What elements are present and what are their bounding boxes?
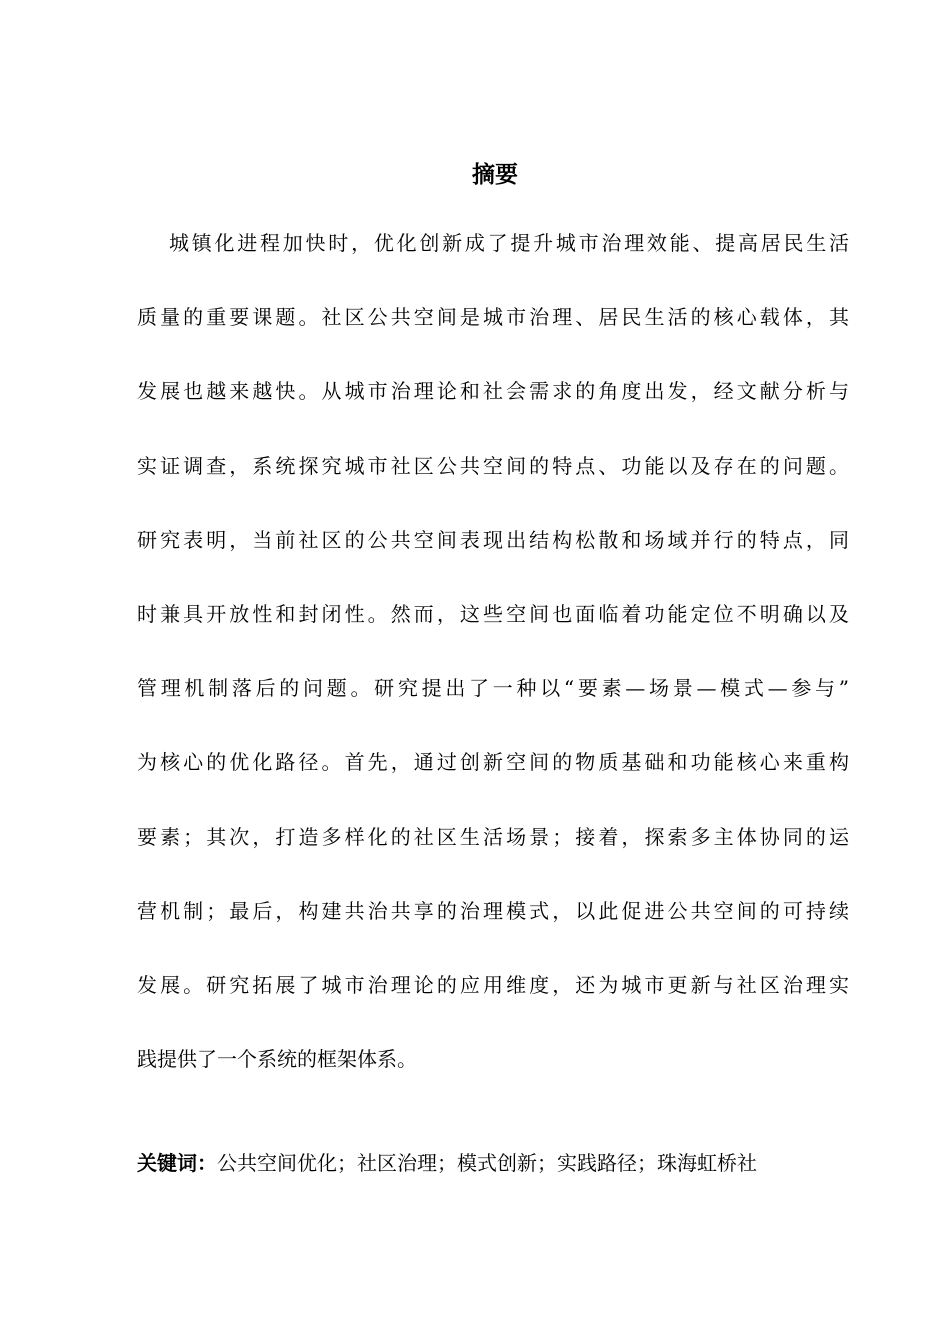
abstract-line-5: 研究表明，当前社区的公共空间表现出结构松散和场域并行的特点，同 (137, 527, 849, 552)
abstract-line-11: 发展。研究拓展了城市治理论的应用维度，还为城市更新与社区治理实 (137, 972, 849, 997)
abstract-line-12: 践提供了一个系统的框架体系。 (137, 1047, 417, 1072)
abstract-line-8: 为核心的优化路径。首先，通过创新空间的物质基础和功能核心来重构 (137, 750, 849, 775)
abstract-line-2: 质量的重要课题。社区公共空间是城市治理、居民生活的核心载体，其 (137, 305, 849, 330)
keywords-text: 公共空间优化；社区治理；模式创新；实践路径；珠海虹桥社 (217, 1151, 757, 1175)
keywords-label: 关键词： (137, 1151, 217, 1175)
abstract-line-6: 时兼具开放性和封闭性。然而，这些空间也面临着功能定位不明确以及 (137, 601, 849, 626)
keywords (137, 1146, 849, 1180)
abstract-line-9: 要素；其次，打造多样化的社区生活场景；接着，探索多主体协同的运 (137, 824, 849, 849)
abstract-line-7: 管理机制落后的问题。研究提出了一种以“要素—场景—模式—参与” (137, 676, 849, 701)
abstract-line-1: 城镇化进程加快时，优化创新成了提升城市治理效能、提高居民生活 (169, 231, 849, 255)
abstract-line-4: 实证调查，系统探究城市社区公共空间的特点、功能以及存在的问题。 (137, 453, 849, 478)
abstract-line-3: 发展也越来越快。从城市治理论和社会需求的角度出发，经文献分析与 (137, 379, 849, 404)
abstract-body (137, 206, 849, 1096)
abstract-line-10: 营机制；最后，构建共治共享的治理模式，以此促进公共空间的可持续 (137, 898, 849, 923)
abstract-title: 摘要 (472, 162, 518, 188)
